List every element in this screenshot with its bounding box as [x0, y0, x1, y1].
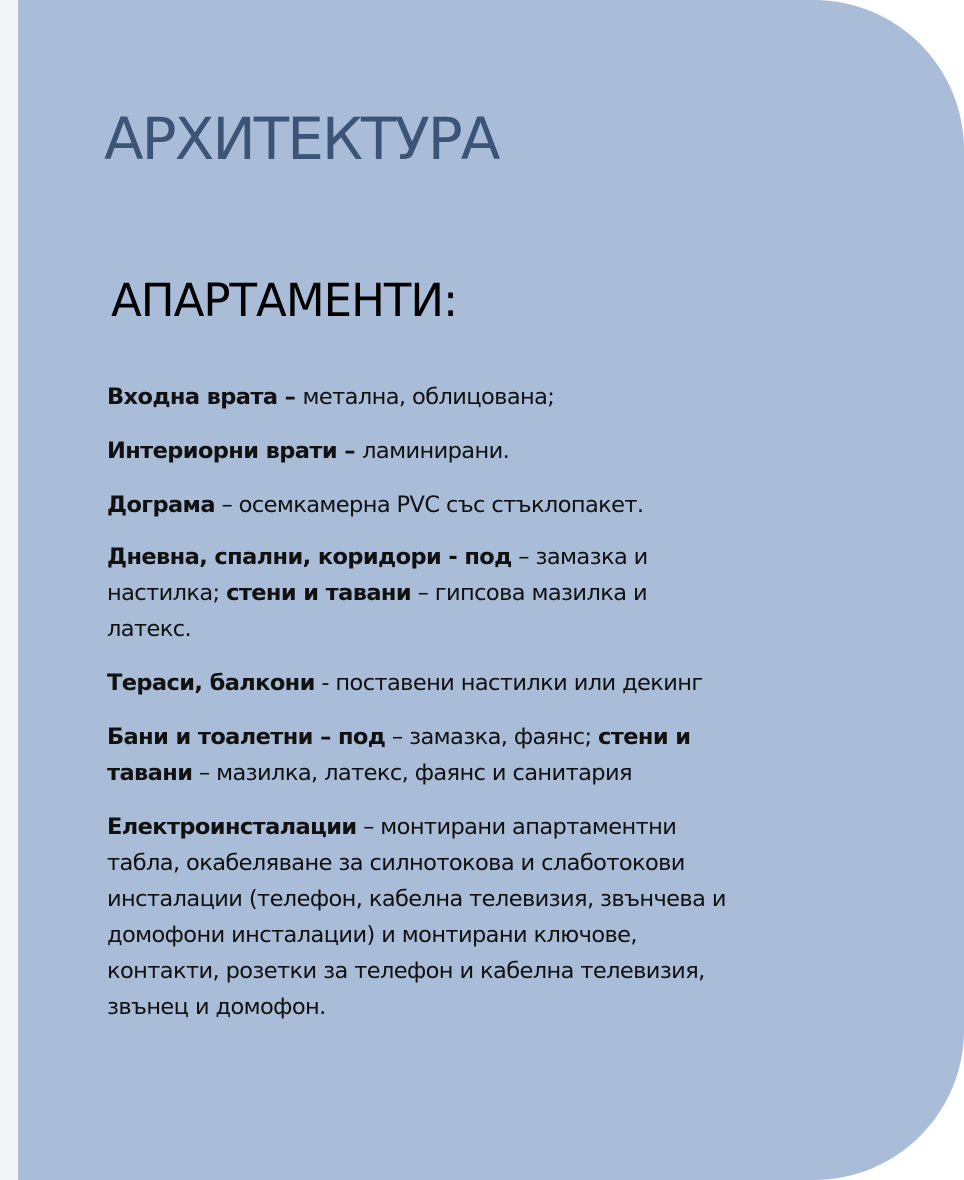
spec-term: стени и тавани — [107, 724, 691, 786]
spec-term: Бани и тоалетни – под — [107, 724, 386, 750]
section-title: АРХИТЕКТУРА — [104, 105, 499, 173]
spec-description: - поставени настилки или декинг — [314, 670, 703, 696]
spec-term: стени и тавани — [226, 580, 412, 606]
spec-description: ламинирани. — [362, 438, 510, 464]
subsection-title: АПАРТАМЕНТИ: — [111, 274, 458, 327]
spec-term: Входна врата – — [107, 384, 303, 410]
spec-item-living-areas — [107, 539, 727, 647]
spec-description: – монтирани апартаментни табла, окабеляване за силнотокова и слаботокови инсталации (телефон, кабелна телевизия, звънчева и домофони инсталации) и монтирани ключове, контакти, розетки за телефон и кабелна телевизия, звънец и домофон. — [107, 814, 726, 1020]
spec-item-terraces — [107, 665, 727, 701]
spec-term: Дограма — [107, 492, 215, 518]
spec-term: Електроинсталации — [107, 814, 357, 840]
spec-description: – осемкамерна PVC със стъклопакет. — [214, 492, 644, 518]
spec-term: Дневна, спални, коридори - под — [107, 544, 512, 570]
spec-item-electrical — [107, 809, 727, 1025]
spec-list — [107, 379, 727, 1043]
content-panel — [18, 0, 964, 1180]
spec-term: Тераси, балкони — [107, 670, 315, 696]
spec-term: Интериорни врати – — [107, 438, 363, 464]
spec-description: метална, облицована; — [302, 384, 555, 410]
spec-item-bathrooms — [107, 719, 727, 791]
spec-item-interior-doors — [107, 433, 727, 469]
spec-description: – замазка, фаянс; — [385, 724, 599, 750]
page-margin — [0, 0, 18, 1180]
spec-description: – гипсова мазилка и латекс. — [107, 580, 647, 642]
spec-item-windows — [107, 487, 727, 523]
spec-description: – замазка и настилка; — [107, 544, 648, 606]
spec-item-entrance-door — [107, 379, 727, 415]
spec-description: – мазилка, латекс, фаянс и санитария — [192, 760, 632, 786]
